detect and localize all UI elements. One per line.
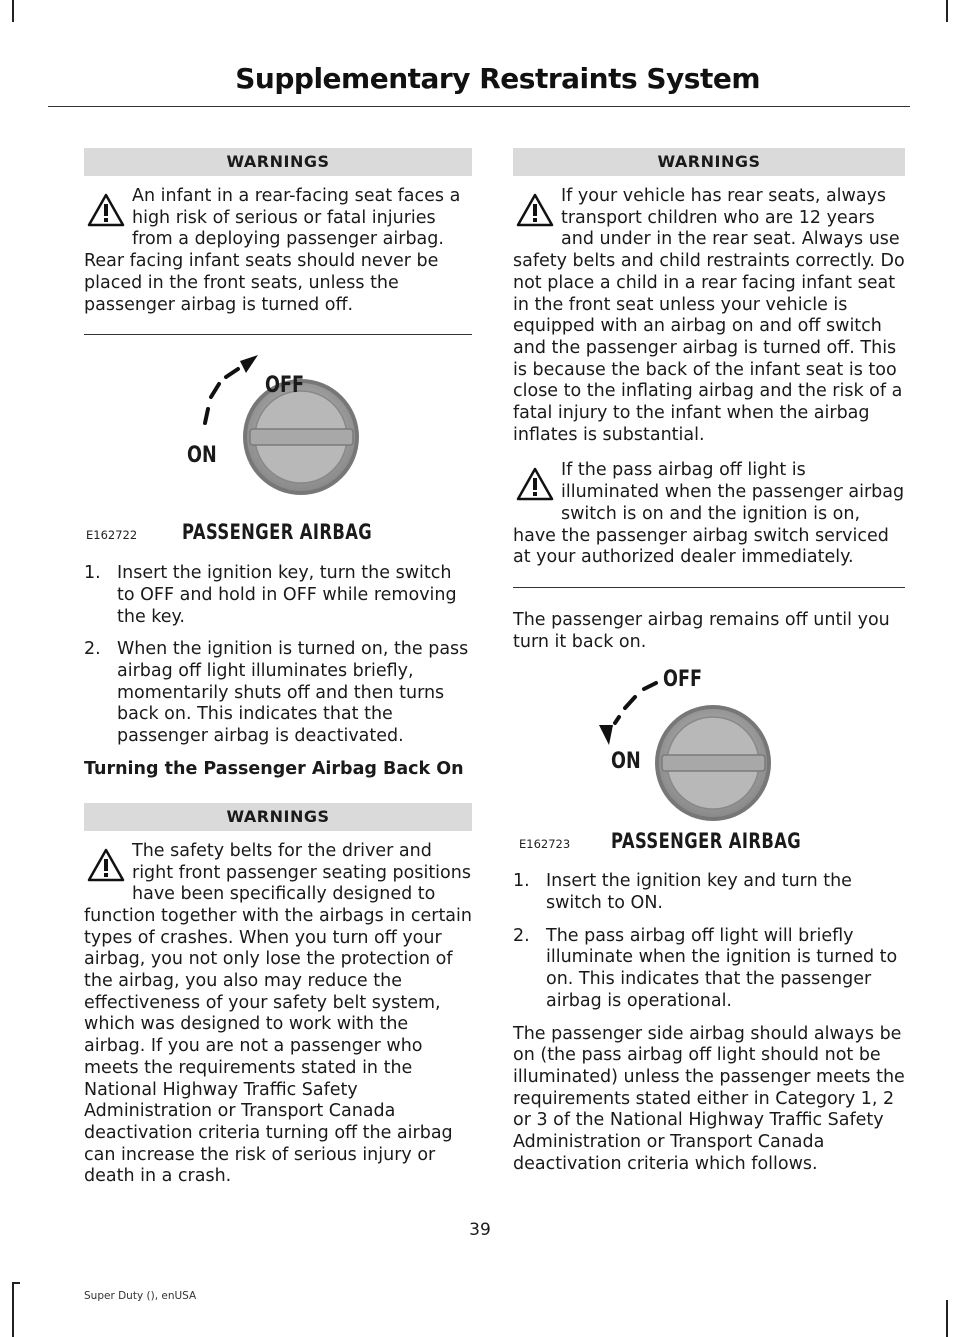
warnings-block — [84, 148, 472, 335]
warning-text-continued: Rear facing infant seats should never be placed in the front seats, unless the passenger airbag is turned off. — [84, 251, 439, 315]
warning-item — [84, 186, 472, 316]
warning-triangle-icon — [515, 192, 555, 228]
warnings-block — [513, 148, 905, 588]
warning-text-continued: is on, have the passenger airbag switch serviced at your authorized dealer immediately. — [513, 503, 889, 568]
figure-passenger-airbag-off — [84, 335, 472, 557]
page-title: Supplementary Restraints System — [235, 62, 760, 95]
page-header — [48, 58, 910, 107]
footer-text: Super Duty (), enUSA — [84, 1290, 197, 1302]
warning-text-continued: designed to function together with the airbags in certain types of crashes. When you turn off your airbag, you not only lose the protection of the airbag, you also may reduce the effectiveness of your safety belt system, which was designed to work with the airbag. If you are not a passenger who meets the requirements stated in the National Highway Traffic Safety Administration or Transport Canada deactivation criteria turning off the airbag can increase the risk of serious injury or death in a crash. — [84, 884, 472, 1187]
warning-triangle-icon — [86, 192, 126, 228]
warnings-heading: WARNINGS — [513, 148, 905, 176]
figure-caption: PASSENGER AIRBAG — [611, 829, 802, 854]
off-label: OFF — [265, 373, 305, 399]
warning-text: The safety belts for the driver and right front passenger seating positions have been specifically — [132, 840, 471, 905]
off-label: OFF — [663, 667, 703, 693]
right-column — [513, 148, 905, 1176]
list-item: 1. Insert the ignition key, turn the switch to OFF and hold in OFF while removing the key. — [84, 563, 457, 627]
on-label: ON — [187, 443, 217, 469]
list-item: 2. When the ignition is turned on, the pass airbag off light illuminates briefly, momentarily shuts off and then turns back on. This indicates that the passenger airbag is deactivated. — [84, 639, 469, 747]
warning-item — [513, 460, 905, 569]
warnings-heading: WARNINGS — [84, 803, 472, 831]
warnings-block — [84, 803, 472, 1188]
warning-item — [513, 186, 905, 446]
left-column — [84, 148, 472, 1188]
crop-mark — [12, 1282, 20, 1284]
list-item: 1. Insert the ignition key and turn the switch to ON. — [513, 871, 852, 914]
steps-list — [513, 871, 905, 1012]
closing-paragraph: The passenger side airbag should always be on (the pass airbag off light should not be illuminated) unless the passenger meets the requirements stated either in Category 1, 2 or 3 of the National Highway Traffic Safety Administration or Transport Canada deactivation criteria which follows. — [513, 1023, 905, 1174]
crop-mark — [12, 0, 14, 22]
warning-item — [84, 841, 472, 1188]
figure-code: E162723 — [519, 837, 571, 852]
figure-code: E162722 — [86, 528, 138, 543]
warning-text-continued: use safety belts and child restraints correctly. Do not place a child in a rear facing infant seat in the front seat unless your vehicle is equipped with an airbag on and off switch and the passenger airbag is turned off. This is because the back of the infant seat is too close to the inflating airbag and the risk of a fatal injury to the infant when the airbag inflates is substantial. — [513, 229, 905, 445]
figure-caption: PASSENGER AIRBAG — [182, 520, 373, 545]
list-item: 2. The pass airbag off light will briefly illuminate when the ignition is turned to on. This indicates that the passenger airbag is operational. — [513, 925, 898, 1011]
warning-triangle-icon — [86, 847, 126, 883]
warning-text: An infant in a rear-facing seat faces a high risk of serious or fatal injuries from a deploying passenger airbag. — [132, 186, 461, 250]
on-label: ON — [611, 749, 641, 775]
warning-triangle-icon — [515, 466, 555, 502]
crop-mark — [12, 1282, 14, 1337]
warning-text: If your vehicle has rear seats, always transport children who are 12 years and under in the rear seat. Always — [561, 186, 887, 250]
intro-paragraph: The passenger airbag remains off until you turn it back on. — [513, 609, 890, 652]
steps-list — [84, 563, 472, 748]
crop-mark — [946, 0, 948, 22]
crop-mark — [946, 1300, 948, 1337]
warnings-heading: WARNINGS — [84, 148, 472, 176]
section-subheading: Turning the Passenger Airbag Back On — [84, 758, 464, 779]
figure-passenger-airbag-on — [513, 653, 905, 865]
warning-text: If the pass airbag off light is illuminated when the passenger airbag switch is on and the ignition — [561, 460, 905, 524]
divider — [513, 587, 905, 588]
page-number: 39 — [469, 1220, 491, 1240]
